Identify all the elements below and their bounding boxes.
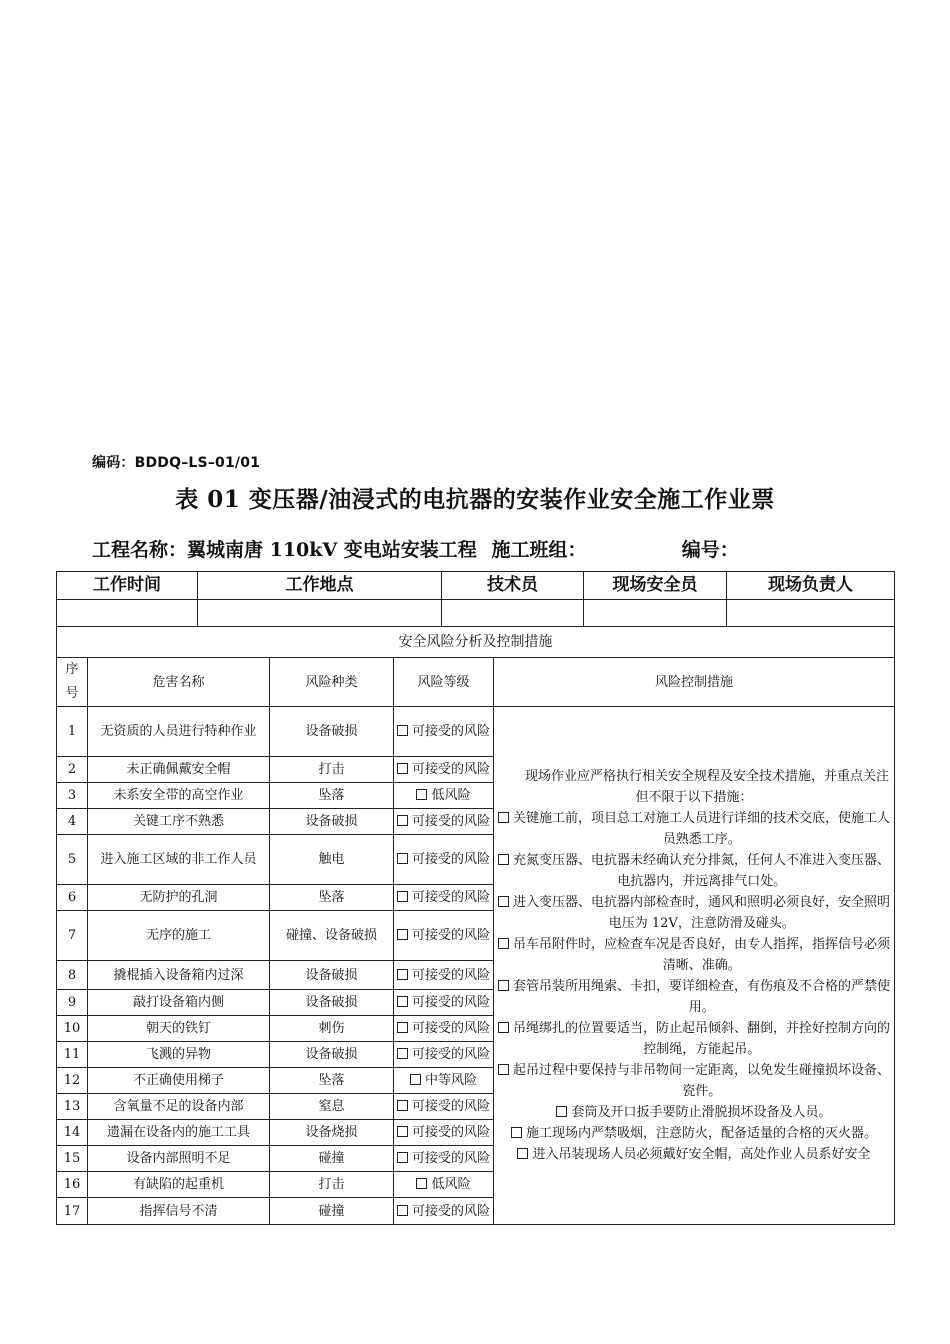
checkbox-icon	[397, 929, 408, 940]
measure-item	[497, 850, 891, 892]
hazard-name: 进入施工区域的非工作人员	[88, 835, 270, 885]
checkbox-icon	[397, 996, 408, 1007]
checkbox-icon	[397, 763, 408, 774]
checkbox-icon	[410, 1074, 421, 1085]
hazard-name: 无序的施工	[88, 911, 270, 961]
document-code: 编码：BDDQ–LS–01/01	[92, 455, 261, 471]
row-no: 1	[57, 707, 88, 757]
site-manager-header: 现场负责人	[727, 572, 895, 600]
hazard-name: 未系安全带的高空作业	[88, 783, 270, 809]
number-label: 编号：	[681, 539, 739, 561]
measure-text: 进入变压器、电抗器内部检查时，通风和照明必须良好，安全照明电压为 12V，注意防滑及碰头。	[512, 895, 890, 931]
work-time-value[interactable]	[57, 600, 198, 627]
row-no: 6	[57, 885, 88, 911]
measure-item	[497, 1018, 891, 1060]
checkbox-icon	[397, 1100, 408, 1111]
row-no: 16	[57, 1172, 88, 1198]
row-no: 15	[57, 1146, 88, 1172]
risk-type: 碰撞、设备破损	[270, 911, 394, 961]
row-no: 3	[57, 783, 88, 809]
measure-text: 进入吊装现场人员必须戴好安全帽，高处作业人员系好安全	[532, 1147, 871, 1162]
risk-level-label: 可接受的风险	[412, 1021, 491, 1036]
checkbox-icon	[397, 725, 408, 736]
row-no: 8	[57, 961, 88, 990]
risk-level[interactable]	[394, 1146, 494, 1172]
risk-level-label: 可接受的风险	[412, 995, 491, 1010]
risk-level[interactable]	[394, 990, 494, 1016]
risk-level[interactable]	[394, 961, 494, 990]
risk-level[interactable]	[394, 707, 494, 757]
measure-item	[497, 1102, 891, 1123]
checkbox-icon[interactable]	[517, 1148, 528, 1159]
row-no: 17	[57, 1198, 88, 1225]
hazard-column-header: 危害名称	[88, 658, 270, 707]
top-value-row	[57, 600, 895, 627]
hazard-name: 关键工序不熟悉	[88, 809, 270, 835]
row-no: 13	[57, 1094, 88, 1120]
measure-item	[497, 1123, 891, 1144]
hazard-name: 含氧量不足的设备内部	[88, 1094, 270, 1120]
hazard-name: 指挥信号不清	[88, 1198, 270, 1225]
risk-level[interactable]	[394, 1042, 494, 1068]
measure-text: 吊绳绑扎的位置要适当，防止起吊倾斜、翻倒，并拴好控制方向的控制绳，方能起吊。	[512, 1021, 890, 1057]
measure-item	[497, 976, 891, 1018]
team-label: 施工班组：	[491, 539, 587, 561]
risk-level-label: 可接受的风险	[412, 852, 491, 867]
work-time-header: 工作时间	[57, 572, 198, 600]
risk-type: 坠落	[270, 885, 394, 911]
risk-level[interactable]	[394, 783, 494, 809]
checkbox-icon	[416, 789, 427, 800]
checkbox-icon[interactable]	[498, 1064, 509, 1075]
checkbox-icon[interactable]	[498, 1022, 509, 1033]
hazard-name: 设备内部照明不足	[88, 1146, 270, 1172]
technician-header: 技术员	[442, 572, 584, 600]
risk-level-label: 可接受的风险	[412, 1047, 491, 1062]
risk-type: 打击	[270, 757, 394, 783]
checkbox-icon	[397, 969, 408, 980]
checkbox-icon	[397, 1152, 408, 1163]
risk-type: 设备破损	[270, 707, 394, 757]
hazard-name: 敲打设备箱内侧	[88, 990, 270, 1016]
risk-type: 设备破损	[270, 961, 394, 990]
measure-text: 吊车吊附件时，应检查车况是否良好，由专人指挥，指挥信号必须清晰、准确。	[512, 937, 890, 973]
checkbox-icon[interactable]	[511, 1127, 522, 1138]
measure-item	[497, 808, 891, 850]
measure-text: 套管吊装所用绳索、卡扣，要详细检查，有伤痕及不合格的严禁使用。	[512, 979, 890, 1015]
row-no: 5	[57, 835, 88, 885]
risk-level[interactable]	[394, 1016, 494, 1042]
measures-intro: 现场作业应严格执行相关安全规程及安全技术措施，并重点关注但不限于以下措施：	[524, 769, 889, 805]
risk-type: 触电	[270, 835, 394, 885]
risk-type: 设备烧损	[270, 1120, 394, 1146]
hazard-name: 无防护的孔洞	[88, 885, 270, 911]
risk-level-label: 低风险	[431, 788, 471, 803]
work-location-header: 工作地点	[198, 572, 442, 600]
risk-level-label: 可接受的风险	[412, 1099, 491, 1114]
checkbox-icon	[397, 1048, 408, 1059]
risk-level-label: 可接受的风险	[412, 1125, 491, 1140]
checkbox-icon	[397, 1205, 408, 1216]
risk-level[interactable]	[394, 1094, 494, 1120]
risk-level[interactable]	[394, 835, 494, 885]
project-info-line	[92, 535, 739, 562]
risk-type: 设备破损	[270, 809, 394, 835]
measure-text: 充氮变压器、电抗器未经确认充分排氮，任何人不准进入变压器、电抗器内，并远离排气口处。	[512, 853, 890, 889]
risk-level-label: 可接受的风险	[412, 814, 491, 829]
row-no: 10	[57, 1016, 88, 1042]
site-manager-value[interactable]	[727, 600, 895, 627]
row-no: 9	[57, 990, 88, 1016]
risk-type: 窒息	[270, 1094, 394, 1120]
risk-type: 设备破损	[270, 1042, 394, 1068]
risk-level[interactable]	[394, 885, 494, 911]
measure-item	[497, 934, 891, 976]
checkbox-icon	[397, 891, 408, 902]
risk-row	[57, 707, 895, 757]
safety-officer-value[interactable]	[584, 600, 727, 627]
hazard-name: 朝天的铁钉	[88, 1016, 270, 1042]
hazard-name: 遗漏在设备内的施工工具	[88, 1120, 270, 1146]
risk-control-measures	[494, 707, 895, 1225]
risk-level-label: 中等风险	[424, 1073, 477, 1088]
risk-level[interactable]	[394, 1068, 494, 1094]
hazard-name: 有缺陷的起重机	[88, 1172, 270, 1198]
risk-level-label: 低风险	[431, 1177, 471, 1192]
checkbox-icon	[397, 815, 408, 826]
technician-value[interactable]	[442, 600, 584, 627]
checkbox-icon	[397, 1126, 408, 1137]
measure-text: 起吊过程中要保持与非吊物间一定距离，以免发生碰撞损坏设备、瓷件。	[512, 1063, 890, 1099]
risk-type: 碰撞	[270, 1198, 394, 1225]
risk-level-label: 可接受的风险	[412, 967, 491, 983]
risk-column-header-row	[57, 658, 895, 707]
row-no: 14	[57, 1120, 88, 1146]
measure-text: 套筒及开口扳手要防止滑脱损坏设备及人员。	[571, 1105, 832, 1120]
type-column-header: 风险种类	[270, 658, 394, 707]
top-header-row	[57, 572, 895, 600]
risk-section-title: 安全风险分析及控制措施	[57, 627, 895, 658]
project-name: 工程名称：翼城南唐 110kV 变电站安装工程	[92, 539, 477, 561]
risk-level[interactable]	[394, 1172, 494, 1198]
safety-officer-header: 现场安全员	[584, 572, 727, 600]
checkbox-icon[interactable]	[556, 1106, 567, 1117]
risk-level-label: 可接受的风险	[412, 762, 491, 777]
checkbox-icon[interactable]	[498, 938, 509, 949]
no-column-header: 序号	[57, 658, 88, 707]
hazard-name: 不正确使用梯子	[88, 1068, 270, 1094]
measure-item	[497, 1144, 891, 1165]
risk-level-label: 可接受的风险	[412, 724, 491, 739]
hazard-name: 无资质的人员进行特种作业	[88, 707, 270, 757]
measure-text: 关键施工前，项目总工对施工人员进行详细的技术交底，使施工人员熟悉工序。	[512, 811, 890, 847]
checkbox-icon[interactable]	[498, 812, 509, 823]
checkbox-icon[interactable]	[498, 980, 509, 991]
measure-item	[497, 1060, 891, 1102]
level-column-header: 风险等级	[394, 658, 494, 707]
risk-type: 打击	[270, 1172, 394, 1198]
risk-level-label: 可接受的风险	[412, 1151, 491, 1166]
risk-level[interactable]	[394, 809, 494, 835]
checkbox-icon	[416, 1178, 427, 1189]
hazard-name: 撬棍插入设备箱内过深	[88, 961, 270, 990]
risk-level[interactable]	[394, 1198, 494, 1225]
risk-level-label: 可接受的风险	[412, 1203, 491, 1219]
risk-type: 坠落	[270, 1068, 394, 1094]
work-location-value[interactable]	[198, 600, 442, 627]
checkbox-icon	[397, 1022, 408, 1033]
checkbox-icon[interactable]	[498, 896, 509, 907]
row-no: 7	[57, 911, 88, 961]
measure-text: 施工现场内严禁吸烟，注意防火，配备适量的合格的灭火器。	[525, 1126, 877, 1141]
risk-type: 刺伤	[270, 1016, 394, 1042]
risk-type: 坠落	[270, 783, 394, 809]
measure-item	[497, 892, 891, 934]
row-no: 11	[57, 1042, 88, 1068]
document-title: 表 01 变压器/油浸式的电抗器的安装作业安全施工作业票	[175, 486, 775, 513]
risk-level-label: 可接受的风险	[412, 890, 491, 905]
row-no: 4	[57, 809, 88, 835]
safety-work-ticket-table	[56, 571, 895, 1225]
risk-type: 碰撞	[270, 1146, 394, 1172]
risk-level[interactable]	[394, 757, 494, 783]
hazard-name: 飞溅的异物	[88, 1042, 270, 1068]
risk-level[interactable]	[394, 911, 494, 961]
checkbox-icon	[397, 853, 408, 864]
risk-level[interactable]	[394, 1120, 494, 1146]
row-no: 2	[57, 757, 88, 783]
risk-level-label: 可接受的风险	[412, 928, 491, 943]
hazard-name: 未正确佩戴安全帽	[88, 757, 270, 783]
row-no: 12	[57, 1068, 88, 1094]
measures-column-header: 风险控制措施	[494, 658, 895, 707]
risk-type: 设备破损	[270, 990, 394, 1016]
checkbox-icon[interactable]	[498, 854, 509, 865]
risk-section-row	[57, 627, 895, 658]
